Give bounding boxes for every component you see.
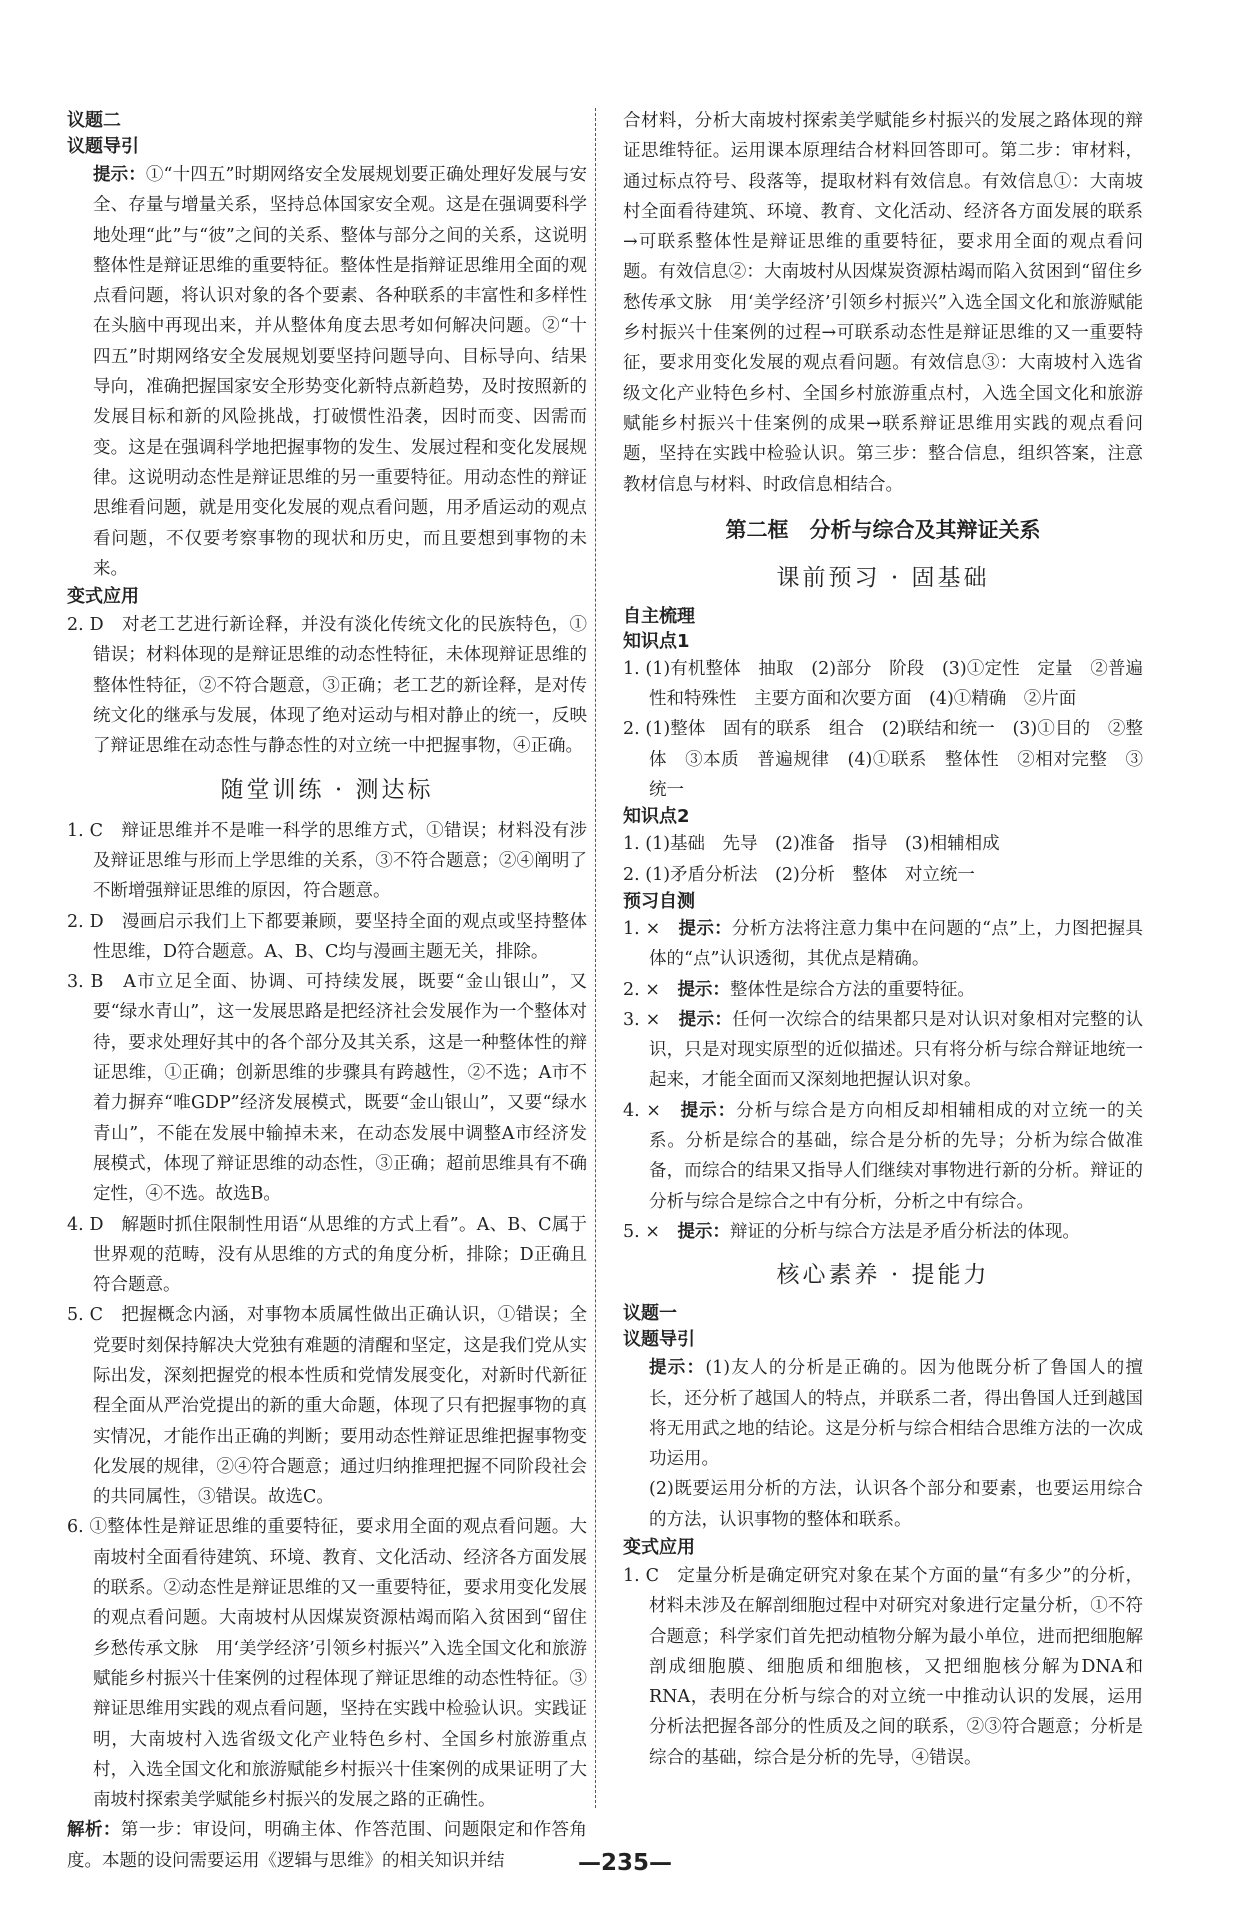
kp-item: 1. (1)基础 先导 (2)准备 指导 (3)相辅相成 [623, 834, 1000, 855]
chapter-title: 第二框 分析与综合及其辩证关系 [725, 517, 1041, 542]
answer-item: 1. C 辩证思维并不是唯一科学的思维方式，①错误；材料没有涉及辩证思维与形而上学思维的关系，③不符合题意；②④阐明了不断增强辩证思维的原因，符合题意。 [67, 820, 587, 902]
variant-heading: 变式应用 [623, 1536, 695, 1558]
answer-item: 6. ①整体性是辩证思维的重要特征，要求用全面的观点看问题。大南坡村全面看待建筑、环境、教育、文化活动、经济各方面发展的联系。②动态性是辩证思维的又一重要特征，要求用变化发展的观点看问题。大南坡村从因煤炭资源枯竭而陷入贫困到“留住乡愁传承文脉 用‘美学经济’引领乡村振兴”入选全国文化和旅游赋能乡村振兴十佳案例的过程体现了辩证思维的动态性特征。③辩证思维用实践的观点看问题，坚持在实践中检验认识。实践证明，大南坡村入选省级文化产业特色乡村、全国乡村旅游重点村，入选全国文化和旅游赋能乡村振兴十佳案例的成果证明了大南坡村探索美学赋能乡村振兴的发展之路的正确性。 [67, 1517, 587, 1811]
item-text: 任何一次综合的结果都只是对认识对象相对完整的认识，只是对现实原型的近似描述。只有将分析与综合辩证地统一起来，才能全面而又深刻地把握认识对象。 [649, 1009, 1144, 1091]
variant-answer: 1. C 定量分析是确定研究对象在某个方面的量“有多少”的分析，材料未涉及在解剖细胞过程中对研究对象进行定量分析，①不符合题意；科学家们首先把动植物分解为最小单位，进而把细胞解剖成细胞膜、细胞质和细胞核，又把细胞核分解为DNA和RNA，表明在分析与综合的对立统一中推动认识的发展，运用分析法把握各部分的性质及之间的联系，②③符合题意；分析是综合的基础，综合是分析的先导，④错误。 [623, 1565, 1143, 1768]
section-title: 随堂训练 · 测达标 [220, 776, 434, 803]
item-text: 辩证的分析与综合方法是矛盾分析法的体现。 [729, 1221, 1080, 1242]
guide-paragraph-2: (2)既要运用分析的方法，认识各个部分和要素，也要运用综合的方法，认识事物的整体和联系。 [649, 1479, 1143, 1530]
variant-answer: 2. D 对老工艺进行新诠释，并没有淡化传统文化的民族特色，①错误；材料体现的是辩证思维的动态性特征，未体现辩证思维的整体性特征，②不符合题意，③正确；老工艺的新诠释，是对传统文化的继承与发展，体现了绝对运动与相对静止的统一，反映了辩证思维在动态性与静态性的对立统一中把握事物，④正确。 [67, 615, 587, 757]
guide-paragraph [67, 160, 587, 584]
selftest-item [623, 1096, 1143, 1217]
item-text: 分析方法将注意力集中在问题的“点”上，力图把握具体的“点”认识透彻，其优点是精确。 [649, 918, 1143, 970]
analysis-label: 解析： [67, 1820, 121, 1841]
kp2-heading: 知识点2 [623, 806, 690, 828]
kp-item: 2. (1)矛盾分析法 (2)分析 整体 对立统一 [623, 864, 975, 885]
analysis-text: 第一步：审设问，明确主体、作答范围、问题限定和作答角度。本题的设问需要运用《逻辑与思维》的相关知识并结 [67, 1820, 588, 1871]
selftest-item [623, 1005, 1143, 1096]
hint-label: 提示： [680, 1100, 737, 1121]
item-text: 分析与综合是方向相反却相辅相成的对立统一的关系。分析是综合的基础，综合是分析的先导；分析为综合做准备，而综合的结果又指导人们继续对事物进行新的分析。辩证的分析与综合是综合之中有分析，分析之中有综合。 [649, 1100, 1144, 1212]
guide-paragraph [623, 1353, 1143, 1474]
hint-label: 提示： [677, 979, 730, 1000]
item-number: 4. × [623, 1100, 661, 1121]
guide-text: (1)友人的分析是正确的。因为他既分析了鲁国人的擅长，还分析了越国人的特点，并联系二者，得出鲁国人迁到越国将无用武之地的结论。这是分析与综合相结合思维方法的一次成功运用。 [649, 1358, 1143, 1470]
selftest-heading: 预习自测 [623, 890, 695, 912]
item-number: 5. × [623, 1221, 660, 1242]
item-text: 整体性是综合方法的重要特征。 [729, 979, 975, 1000]
selftest-item [623, 1217, 1143, 1247]
answer-item: 4. D 解题时抓住限制性用语“从思维的方式上看”。A、B、C属于世界观的范畴，没有从思维的方式的角度分析，排除；D正确且符合题意。 [67, 1214, 587, 1296]
section-title: 课前预习 · 固基础 [776, 564, 990, 591]
hint-label: 提示： [93, 165, 146, 185]
hint-label: 提示： [678, 1009, 733, 1030]
section-title: 核心素养 · 提能力 [776, 1262, 990, 1289]
analysis-continued: 合材料，分析大南坡村探索美学赋能乡村振兴的发展之路体现的辩证思维特征。运用课本原理结合材料回答即可。第二步：审材料，通过标点符号、段落等，提取材料有效信息。有效信息①：大南坡村全面看待建筑、环境、教育、文化活动、经济各方面发展的联系→可联系整体性是辩证思维的重要特征，要求用全面的观点看问题。有效信息②：大南坡村从因煤炭资源枯竭而陷入贫困到“留住乡愁传承文脉 用‘美学经济’引领乡村振兴”入选全国文化和旅游赋能乡村振兴十佳案例的过程→可联系动态性是辩证思维的又一重要特征，要求用变化发展的观点看问题。有效信息③：大南坡村入选省级文化产业特色乡村、全国乡村旅游重点村，入选全国文化和旅游赋能乡村振兴十佳案例的成果→联系辩证思维用实践的观点看问题，坚持在实践中检验认识。第三步：整合信息，组织答案，注意教材信息与材料、时政信息相结合。 [623, 111, 1143, 495]
hint-label: 提示： [677, 1221, 730, 1242]
self-sort-heading: 自主梳理 [623, 605, 695, 627]
guide-heading: 议题导引 [67, 136, 139, 157]
answer-item: 3. B A市立足全面、协调、可持续发展，既要“金山银山”，又要“绿水青山”，这一发展思路是把经济社会发展作为一个整体对待，要求处理好其中的各个部分及其关系，这是一种整体性的辩证思维，①正确；创新思维的步骤具有跨越性，②不选；A市不着力摒弃“唯GDP”经济发展模式，既要“金山银山”，又要“绿水青山”，不能在发展中输掉未来，在动态发展中调整A市经济发展模式，体现了辩证思维的动态性，③正确；超前思维具有不确定性，④不选。故选B。 [67, 972, 587, 1205]
item-number: 1. × [623, 918, 661, 939]
page-number: —235— [577, 1850, 672, 1876]
topic2-heading: 议题二 [67, 110, 121, 131]
right-column [623, 106, 1143, 1773]
kp1-heading: 知识点1 [623, 630, 690, 652]
selftest-item [623, 975, 1143, 1005]
kp-item: 2. (1)整体 固有的联系 组合 (2)联结和统一 (3)①目的 ②整体 ③本质 普遍规律 (4)①联系 整体性 ②相对完整 ③统一 [623, 719, 1143, 801]
column-divider [595, 108, 596, 1808]
topic1-heading: 议题一 [623, 1303, 677, 1325]
answer-item: 2. D 漫画启示我们上下都要兼顾，要坚持全面的观点或坚持整体性思维，D符合题意。A、B、C均与漫画主题无关，排除。 [67, 911, 587, 962]
guide-text: ①“十四五”时期网络安全发展规划要正确处理好发展与安全、存量与增量关系，坚持总体国家安全观。这是在强调要科学地处理“此”与“彼”之间的关系、整体与部分之间的关系，这说明整体性是辩证思维的重要特征。整体性是指辩证思维用全面的观点看问题，将认识对象的各个要素、各种联系的丰富性和多样性在头脑中再现出来，并从整体角度去思考如何解决问题。②“十四五”时期网络安全发展规划要坚持问题导向、目标导向、结果导向，准确把握国家安全形势变化新特点新趋势，及时按照新的发展目标和新的风险挑战，打破惯性沿袭，因时而变、因需而变。这是在强调科学地把握事物的发生、发展过程和变化发展规律。这说明动态性是辩证思维的另一重要特征。用动态性的辩证思维看问题，就是用变化发展的观点看问题，用矛盾运动的观点看问题，不仅要考察事物的现状和历史，而且要想到事物的未来。 [93, 165, 587, 579]
left-column [67, 108, 587, 1876]
hint-label: 提示： [678, 918, 733, 939]
guide-heading: 议题导引 [623, 1329, 695, 1351]
kp-item: 1. (1)有机整体 抽取 (2)部分 阶段 (3)①定性 定量 ②普遍性和特殊性 主要方面和次要方面 (4)①精确 ②片面 [623, 658, 1143, 710]
item-number: 2. × [623, 979, 660, 1000]
selftest-item [623, 914, 1143, 975]
variant-heading: 变式应用 [67, 586, 139, 608]
item-number: 3. × [623, 1009, 661, 1030]
answer-item: 5. C 把握概念内涵，对事物本质属性做出正确认识，①错误；全党要时刻保持解决大党独有难题的清醒和坚定，这是我们党从实际出发，深刻把握党的根本性质和党情发展变化，对新时代新征程全面从严治党提出的新的重大命题，体现了只有把握事物的真实情况，才能作出正确的判断；要用动态性辩证思维把握事物变化发展的规律，②④符合题意；通过归纳推理把握不同阶段社会的共同属性，③错误。故选C。 [67, 1305, 587, 1508]
hint-label: 提示： [649, 1358, 706, 1379]
